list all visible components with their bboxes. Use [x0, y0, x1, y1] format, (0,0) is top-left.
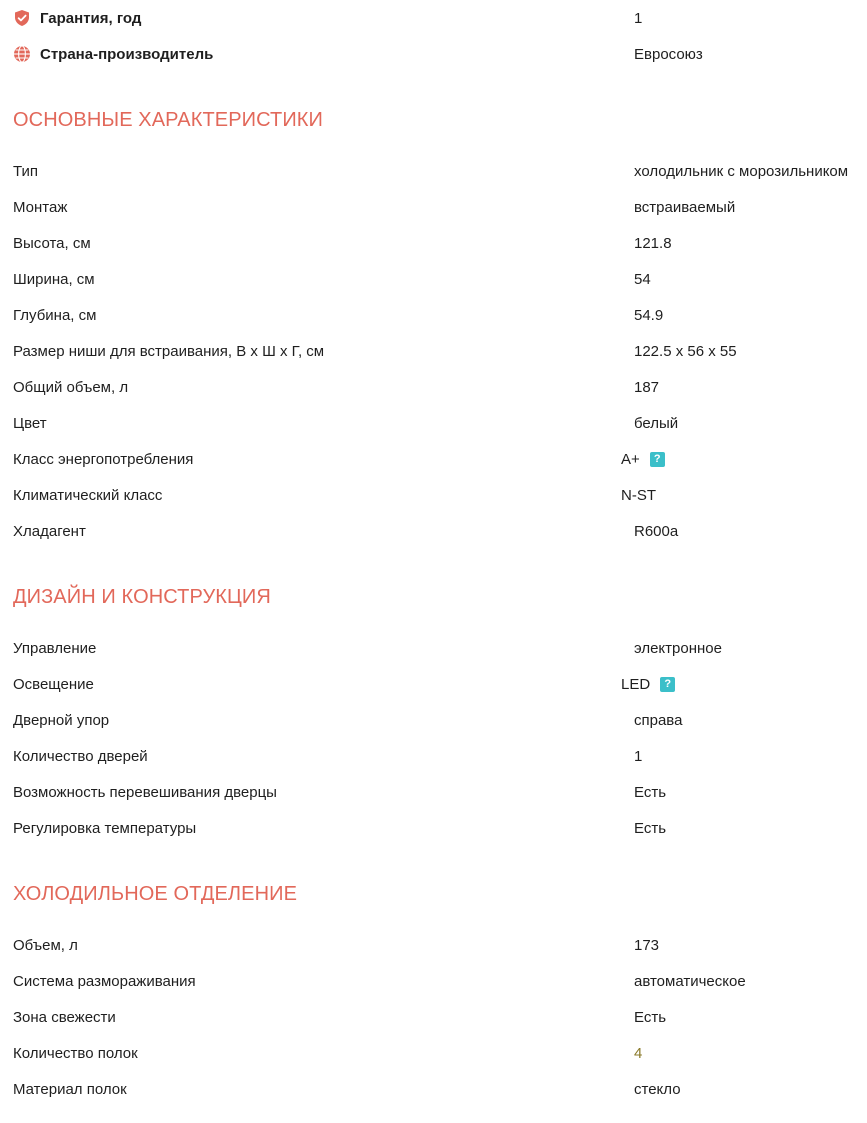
spec-name [13, 9, 621, 27]
spec-row-energy-class [13, 441, 867, 477]
spec-name [13, 199, 621, 216]
spec-label: Высота, см [13, 234, 91, 252]
spec-value: Евросоюз [634, 45, 703, 63]
spec-name [13, 235, 621, 252]
spec-name [13, 379, 621, 396]
help-badge-icon[interactable]: ? [660, 677, 675, 692]
spec-label: Дверной упор [13, 711, 110, 729]
spec-label: Ширина, см [13, 270, 95, 288]
spec-value: R600a [634, 522, 679, 540]
section-title-design: ДИЗАЙН И КОНСТРУКЦИЯ [13, 586, 271, 608]
spec-value: автоматическое [634, 972, 746, 990]
spec-value [621, 676, 675, 693]
spec-row [13, 297, 867, 333]
spec-row [13, 1071, 867, 1107]
spec-label: Класс энергопотребления [13, 450, 194, 468]
spec-value: Есть [634, 819, 667, 837]
spec-name [13, 640, 621, 657]
spec-value: 121.8 [634, 234, 672, 252]
spec-value: Есть [634, 1008, 667, 1026]
spec-value: справа [634, 711, 683, 729]
spec-row [13, 738, 867, 774]
spec-name [13, 415, 621, 432]
spec-label: Общий объем, л [13, 378, 129, 396]
spec-row [13, 153, 867, 189]
spec-name [13, 1045, 621, 1062]
spec-label: Материал полок [13, 1080, 127, 1098]
spec-value: 1 [634, 9, 643, 27]
spec-label: Размер ниши для встраивания, В x Ш x Г, см [13, 342, 325, 360]
spec-label: Освещение [13, 675, 94, 693]
spec-label: Хладагент [13, 522, 86, 540]
spec-row-lighting [13, 666, 867, 702]
spec-label: Глубина, см [13, 306, 97, 324]
help-badge-icon[interactable]: ? [650, 452, 665, 467]
spec-row [13, 774, 867, 810]
spec-row [13, 927, 867, 963]
spec-label: Регулировка температуры [13, 819, 197, 837]
spec-value: 4 [634, 1044, 643, 1062]
spec-name [13, 712, 621, 729]
spec-label: Объем, л [13, 936, 78, 954]
spec-label: Монтаж [13, 198, 68, 216]
spec-value [621, 451, 665, 468]
spec-name [13, 748, 621, 765]
spec-name [13, 676, 621, 693]
spec-label: Количество полок [13, 1044, 138, 1062]
spec-value-text: LED [621, 675, 651, 693]
spec-label: Страна-производитель [40, 45, 214, 63]
spec-value: Есть [634, 783, 667, 801]
spec-name [13, 307, 621, 324]
section-title-main-specs: ОСНОВНЫЕ ХАРАКТЕРИСТИКИ [13, 109, 324, 131]
spec-value: стекло [634, 1080, 681, 1098]
spec-label: Система размораживания [13, 972, 196, 990]
globe-icon [13, 45, 31, 63]
spec-row [13, 225, 867, 261]
spec-value: 54.9 [634, 306, 664, 324]
spec-row [13, 477, 867, 513]
spec-name [13, 937, 621, 954]
spec-value: N-ST [621, 486, 656, 504]
spec-label: Гарантия, год [40, 9, 142, 27]
spec-row [13, 963, 867, 999]
shield-check-icon [13, 9, 31, 27]
spec-label: Климатический класс [13, 486, 163, 504]
spec-value-text: A+ [621, 450, 640, 468]
spec-name [13, 1081, 621, 1098]
spec-row [13, 513, 867, 549]
spec-value: электронное [634, 639, 722, 657]
spec-name [13, 973, 621, 990]
spec-name [13, 1009, 621, 1026]
spec-row [13, 630, 867, 666]
spec-value: холодильник с морозильником [634, 162, 849, 180]
spec-label: Управление [13, 639, 97, 657]
spec-row [13, 369, 867, 405]
spec-name [13, 784, 621, 801]
spec-row [13, 999, 867, 1035]
spec-row [13, 405, 867, 441]
section-title-fridge-compartment: ХОЛОДИЛЬНОЕ ОТДЕЛЕНИЕ [13, 883, 298, 905]
spec-value: встраиваемый [634, 198, 736, 216]
spec-row [13, 261, 867, 297]
spec-label: Возможность перевешивания дверцы [13, 783, 277, 801]
spec-value: 54 [634, 270, 651, 288]
spec-name [13, 487, 621, 504]
spec-label: Зона свежести [13, 1008, 116, 1026]
spec-name [13, 523, 621, 540]
spec-row [13, 1035, 867, 1071]
spec-row [13, 189, 867, 225]
spec-name [13, 271, 621, 288]
spec-label: Тип [13, 162, 39, 180]
spec-label: Количество дверей [13, 747, 148, 765]
spec-row [13, 333, 867, 369]
spec-row-warranty [13, 0, 867, 36]
spec-row [13, 702, 867, 738]
spec-value: 122.5 x 56 x 55 [634, 342, 737, 360]
spec-row [13, 810, 867, 846]
spec-value: белый [634, 414, 679, 432]
spec-value: 1 [634, 747, 643, 765]
spec-value: 187 [634, 378, 660, 396]
spec-value: 173 [634, 936, 660, 954]
spec-name [13, 163, 621, 180]
spec-name [13, 820, 621, 837]
spec-row-country [13, 36, 867, 72]
spec-name [13, 343, 621, 360]
spec-label: Цвет [13, 414, 47, 432]
spec-name [13, 451, 621, 468]
spec-name [13, 45, 621, 63]
